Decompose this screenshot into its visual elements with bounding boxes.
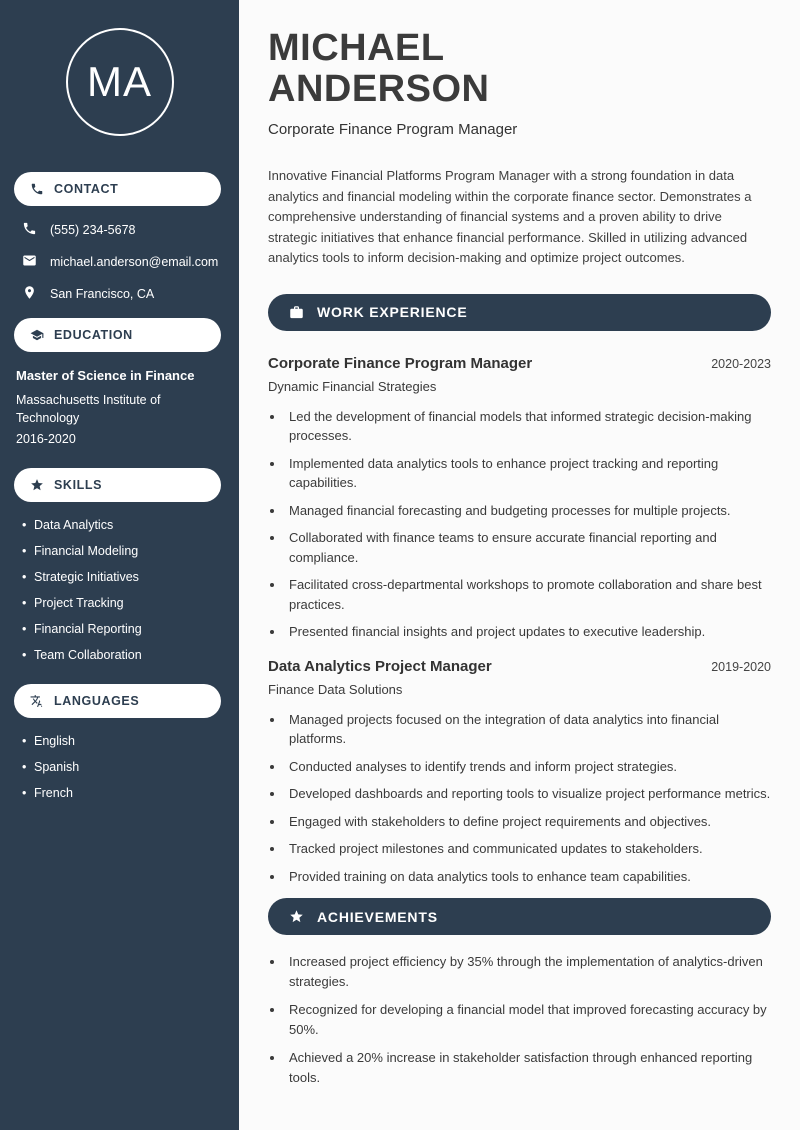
envelope-icon <box>22 253 37 268</box>
achievements-title: ACHIEVEMENTS <box>317 908 438 925</box>
last-name: ANDERSON <box>268 68 490 111</box>
skill-item: • Strategic Initiatives <box>22 570 223 584</box>
bullet-item: • Increased project efficiency by 35% through the implementation of analytics-driven strategies. <box>285 952 771 991</box>
bullet-item: • Tracked project milestones and communicated updates to stakeholders. <box>285 839 771 859</box>
skills-section-header <box>14 468 221 502</box>
bullet-item: • Recognized for developing a financial model that improved forecasting accuracy by 50%. <box>285 1000 771 1039</box>
avatar-initials: MA <box>87 58 152 105</box>
bullet-item: • Conducted analyses to identify trends and inform project strategies. <box>285 757 771 777</box>
skills-title: SKILLS <box>54 478 103 493</box>
graduation-cap-icon <box>30 328 44 342</box>
summary-paragraph: Innovative Financial Platforms Program Manager with a strong foundation in data analytics and financial modeling within the corporate finance sector. Demonstrates a comprehensive understanding of financial systems and a proven ability to drive strategic initiatives that enhance financial performance. Skilled in utilizing advanced analytics tools to inform decision-making and optimize project outcomes. <box>268 168 752 266</box>
contact-location: San Francisco, CA <box>50 286 155 301</box>
page-title <box>268 28 771 110</box>
contact-email-row <box>0 254 239 271</box>
education-section-header <box>14 318 221 352</box>
job-role: Corporate Finance Program Manager <box>268 354 533 372</box>
bullet-item: • Implemented data analytics tools to enhance project tracking and reporting capabilities. <box>285 454 771 493</box>
education-school: Massachusetts Institute of Technology <box>16 392 161 426</box>
bullet-item: • Managed financial forecasting and budgeting processes for multiple projects. <box>285 501 771 521</box>
work-experience-section-header <box>268 294 771 331</box>
bullet-item: • Collaborated with finance teams to ensure accurate financial reporting and compliance. <box>285 528 771 567</box>
language-item: • English <box>22 734 223 748</box>
main-content <box>239 0 800 1130</box>
skills-list <box>0 518 239 662</box>
bullet-item: • Managed projects focused on the integration of data analytics into financial platforms. <box>285 710 771 749</box>
job-bullet-list <box>285 710 771 887</box>
language-item: • Spanish <box>22 760 223 774</box>
avatar <box>66 28 174 136</box>
contact-phone: (555) 234-5678 <box>50 223 136 237</box>
languages-section-header <box>14 684 221 718</box>
bullet-item: • Engaged with stakeholders to define project requirements and objectives. <box>285 812 771 832</box>
job-dates: 2020-2023 <box>711 356 771 371</box>
contact-email: michael.anderson@email.com <box>50 254 219 269</box>
skill-item: • Project Tracking <box>22 596 223 610</box>
bullet-item: • Provided training on data analytics tools to enhance team capabilities. <box>285 867 771 887</box>
job-company: Finance Data Solutions <box>268 681 403 697</box>
briefcase-icon <box>289 305 304 320</box>
skill-item: • Data Analytics <box>22 518 223 532</box>
work-experience-title: WORK EXPERIENCE <box>317 304 468 321</box>
bullet-item: • Achieved a 20% increase in stakeholder satisfaction through enhanced reporting tools. <box>285 1048 771 1087</box>
star-icon <box>30 478 44 492</box>
phone-icon <box>22 221 37 236</box>
phone-icon <box>30 182 44 196</box>
avatar-wrap <box>0 28 239 136</box>
education-block <box>0 368 239 447</box>
languages-list <box>0 734 239 800</box>
skill-item: • Financial Modeling <box>22 544 223 558</box>
languages-title: LANGUAGES <box>54 694 140 709</box>
language-item: • French <box>22 786 223 800</box>
job-header <box>268 355 771 372</box>
sidebar <box>0 0 239 1130</box>
contact-title: CONTACT <box>54 182 119 196</box>
bullet-item: • Developed dashboards and reporting tools to visualize project performance metrics. <box>285 784 771 804</box>
job-dates: 2019-2020 <box>711 659 771 674</box>
achievements-bullet-list <box>285 952 771 1087</box>
bullet-item: • Facilitated cross-departmental workshops to promote collaboration and share best practices. <box>285 575 771 614</box>
job-role: Data Analytics Project Manager <box>268 657 492 675</box>
contact-phone-row <box>0 222 239 239</box>
bullet-item: • Led the development of financial models that informed strategic decision-making processes. <box>285 407 771 446</box>
education-title: EDUCATION <box>54 327 133 342</box>
contact-section-header <box>14 172 221 206</box>
education-degree: Master of Science in Finance <box>16 367 195 383</box>
location-pin-icon <box>22 285 37 300</box>
achievements-section-header <box>268 898 771 935</box>
translate-icon <box>30 694 44 708</box>
job-header <box>268 658 771 675</box>
bullet-item: • Presented financial insights and project updates to executive leadership. <box>285 622 771 642</box>
headline-job-title: Corporate Finance Program Manager <box>268 121 518 139</box>
job-company: Dynamic Financial Strategies <box>268 378 437 394</box>
contact-location-row <box>0 286 239 303</box>
job-bullet-list <box>285 407 771 642</box>
skill-item: • Financial Reporting <box>22 622 223 636</box>
star-icon <box>289 909 304 924</box>
skill-item: • Team Collaboration <box>22 648 223 662</box>
education-years: 2016-2020 <box>16 432 76 447</box>
first-name: MICHAEL <box>268 27 445 69</box>
